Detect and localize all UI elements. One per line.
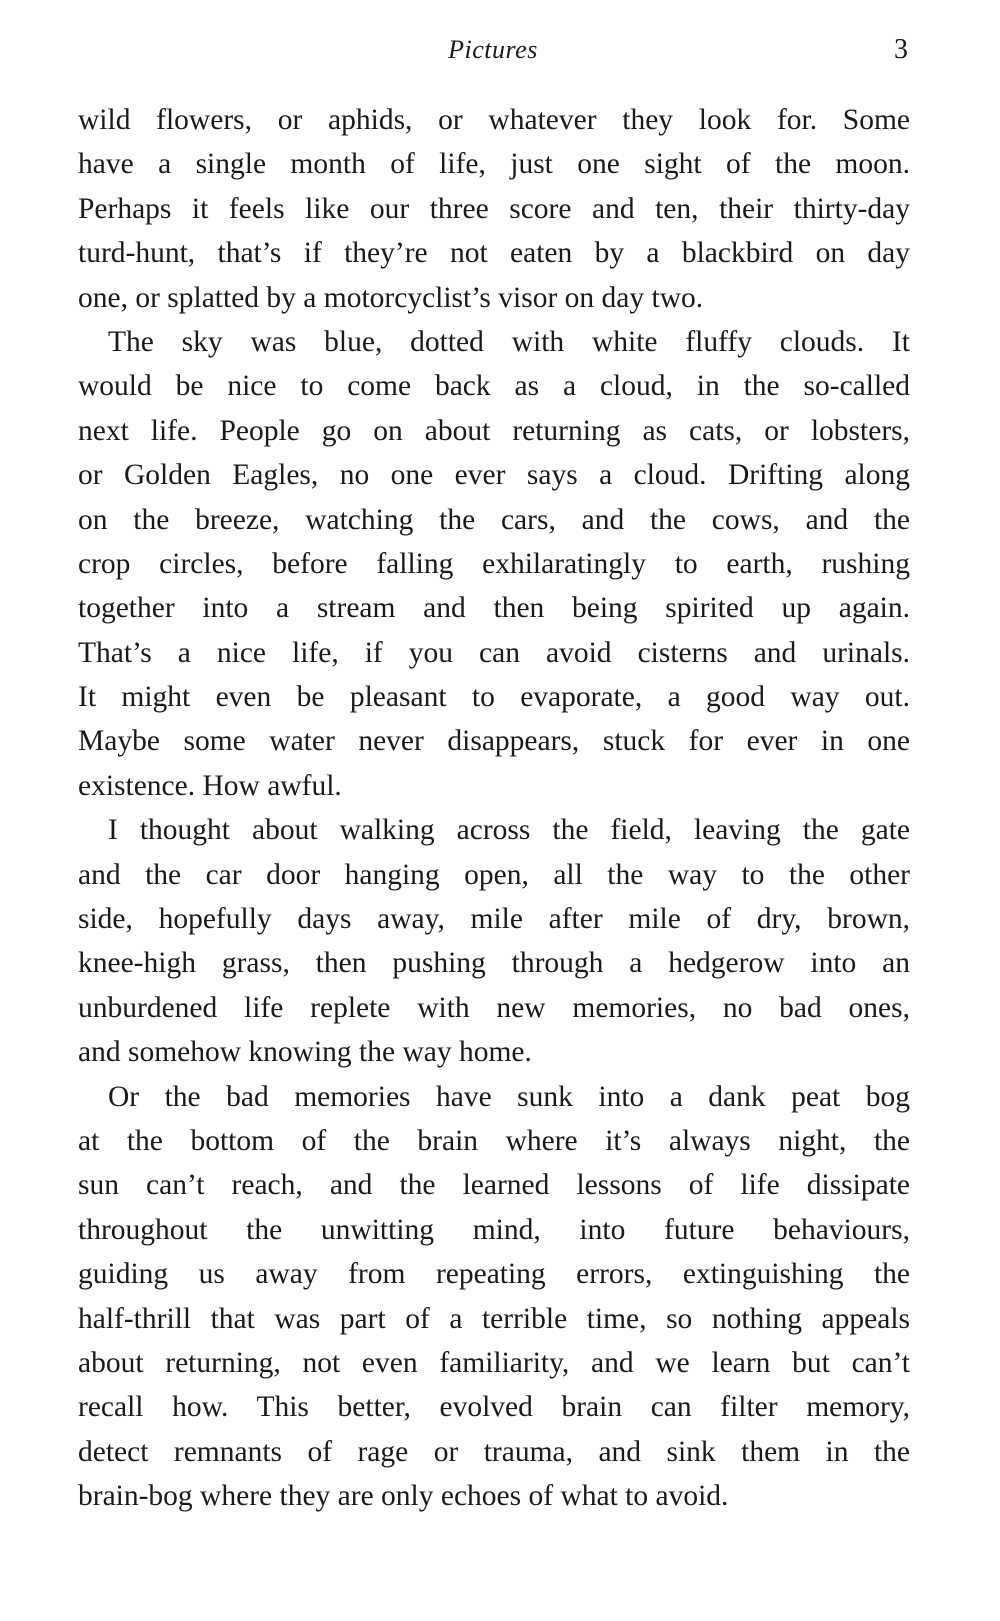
- text-line: Or the bad memories have sunk into a dank peat bog: [108, 1080, 910, 1113]
- paragraph: [78, 98, 910, 320]
- text-line: throughout the unwitting mind, into future behaviours,: [78, 1213, 910, 1246]
- text-line: and somehow knowing the way home.: [78, 1036, 532, 1069]
- text-line: recall how. This better, evolved brain can filter memory,: [78, 1391, 910, 1424]
- text-line: next life. People go on about returning as cats, or lobsters,: [78, 414, 910, 447]
- paragraph: [78, 320, 910, 808]
- text-line: together into a stream and then being spirited up again.: [78, 592, 910, 625]
- body-text: [78, 98, 910, 1519]
- text-line: crop circles, before falling exhilaratingly to earth, rushing: [78, 547, 910, 580]
- text-line: detect remnants of rage or trauma, and sink them in the: [78, 1435, 910, 1468]
- running-title: Pictures: [448, 35, 538, 64]
- text-line: turd-hunt, that’s if they’re not eaten by a blackbird on day: [78, 237, 910, 270]
- text-line: have a single month of life, just one sight of the moon.: [78, 148, 910, 181]
- paragraph: [78, 1075, 910, 1519]
- text-line: The sky was blue, dotted with white fluffy clouds. It: [108, 325, 910, 358]
- text-line: guiding us away from repeating errors, extinguishing the: [78, 1258, 910, 1291]
- text-line: side, hopefully days away, mile after mile of dry, brown,: [78, 903, 910, 936]
- text-line: at the bottom of the brain where it’s always night, the: [78, 1124, 910, 1157]
- text-line: It might even be pleasant to evaporate, a good way out.: [78, 681, 910, 714]
- running-header: [78, 30, 908, 70]
- text-line: would be nice to come back as a cloud, in the so-called: [78, 370, 910, 403]
- text-line: I thought about walking across the field, leaving the gate: [108, 814, 910, 847]
- text-line: unburdened life replete with new memories, no bad ones,: [78, 991, 910, 1024]
- text-line: brain-bog where they are only echoes of what to avoid.: [78, 1480, 729, 1513]
- text-line: wild flowers, or aphids, or whatever they look for. Some: [78, 104, 910, 136]
- text-line: one, or splatted by a motorcyclist’s visor on day two.: [78, 281, 704, 314]
- text-line: existence. How awful.: [78, 769, 342, 802]
- text-line: and the car door hanging open, all the way to the other: [78, 858, 910, 891]
- text-line: Perhaps it feels like our three score and ten, their thirty-day: [78, 192, 910, 225]
- text-line: Maybe some water never disappears, stuck for ever in one: [78, 725, 910, 758]
- text-line: on the breeze, watching the cars, and the cows, and the: [78, 503, 910, 536]
- text-line: sun can’t reach, and the learned lessons of life dissipate: [78, 1169, 910, 1202]
- text-line: knee-high grass, then pushing through a hedgerow into an: [78, 947, 910, 980]
- page-number: 3: [894, 34, 908, 65]
- text-line: or Golden Eagles, no one ever says a cloud. Drifting along: [78, 459, 910, 492]
- text-line: half-thrill that was part of a terrible time, so nothing appeals: [78, 1302, 910, 1335]
- paragraph: [78, 808, 910, 1074]
- text-line: about returning, not even familiarity, and we learn but can’t: [78, 1346, 910, 1379]
- text-line: That’s a nice life, if you can avoid cisterns and urinals.: [78, 636, 910, 669]
